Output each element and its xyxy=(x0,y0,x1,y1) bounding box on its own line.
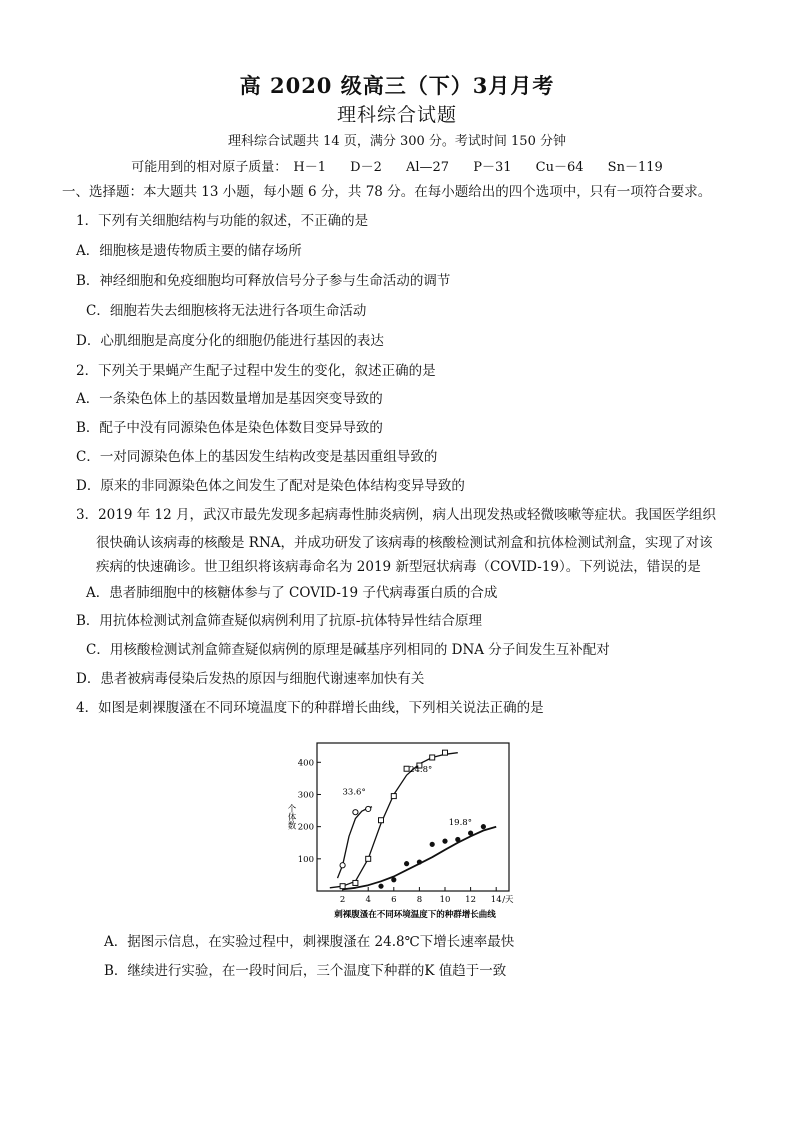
x-tick-label: 2 xyxy=(339,895,346,905)
atomic-mass-item: H－1 xyxy=(293,160,326,175)
data-point xyxy=(378,884,383,889)
data-point xyxy=(340,884,345,889)
x-tick-label: 14 xyxy=(490,895,502,905)
question-2-option-b: B．配子中没有同源染色体是染色体数目变异导致的 xyxy=(76,420,383,436)
atomic-mass-line xyxy=(0,156,794,175)
y-tick-label: 100 xyxy=(297,854,314,865)
x-tick-label: 10 xyxy=(439,895,451,905)
question-1-option-d: D．心肌细胞是高度分化的细胞仍能进行基因的表达 xyxy=(76,333,384,349)
x-tick-label: 4 xyxy=(365,895,371,905)
population-growth-chart xyxy=(285,733,545,923)
data-point xyxy=(391,877,396,882)
data-point xyxy=(366,856,371,861)
data-point xyxy=(353,810,358,815)
exam-subtitle: 理科综合试题 xyxy=(336,104,457,126)
series-label: 19.8° xyxy=(448,818,472,829)
atomic-mass-item: Sn－119 xyxy=(607,160,663,175)
x-tick-label: 8 xyxy=(416,895,423,905)
data-point xyxy=(366,806,371,811)
exam-title: 高 2020 级高三（下）3月月考 xyxy=(239,73,555,98)
x-tick-label: 6 xyxy=(391,895,397,905)
atomic-mass-item: Cu－64 xyxy=(535,160,584,175)
data-point xyxy=(353,880,358,885)
question-3-option-b: B．用抗体检测试剂盒筛查疑似病例利用了抗原-抗体特异性结合原理 xyxy=(76,613,482,629)
series-curve xyxy=(330,753,458,888)
question-4-stem: 4．如图是刺裸腹溞在不同环境温度下的种群增长曲线，下列相关说法正确的是 xyxy=(76,700,544,716)
question-1-option-b: B．神经细胞和免疫细胞均可释放信号分子参与生命活动的调节 xyxy=(76,273,451,289)
atomic-mass-label: 可能用到的相对原子质量： xyxy=(131,160,288,175)
data-point xyxy=(417,859,422,864)
chart-caption: 刺裸腹溞在不同环境温度下的种群增长曲线 xyxy=(334,910,496,920)
y-tick-label: 400 xyxy=(297,758,314,769)
section-heading: 一、选择题：本大题共 13 小题，每小题 6 分，共 78 分。在每小题给出的四个选项中，只有一项符合要求。 xyxy=(62,184,712,200)
y-axis-label: 个体数 xyxy=(286,804,296,830)
data-point xyxy=(430,842,435,847)
data-point xyxy=(481,824,486,829)
question-3-stem-line1: 3．2019 年 12 月，武汉市最先发现多起病毒性肺炎病例，病人出现发热或轻微咳嗽等症状。我国医学组织 xyxy=(76,507,716,523)
atomic-mass-item: Al—27 xyxy=(405,160,450,175)
question-3-option-d: D．患者被病毒侵染后发热的原因与细胞代谢速率加快有关 xyxy=(76,671,425,687)
question-1-option-c: C．细胞若失去细胞核将无法进行各项生命活动 xyxy=(86,303,367,319)
data-point xyxy=(391,794,396,799)
question-3-stem-line2: 很快确认该病毒的核酸是 RNA，并成功研发了该病毒的核酸检测试剂盒和抗体检测试剂盒，实现了对该 xyxy=(96,535,713,551)
y-tick-label: 200 xyxy=(297,822,314,833)
question-1-stem: 1．下列有关细胞结构与功能的叙述，不正确的是 xyxy=(76,213,369,229)
question-2-option-d: D．原来的非同源染色体之间发生了配对是染色体结构变异导致的 xyxy=(76,478,465,494)
data-point xyxy=(455,837,460,842)
x-axis-unit: /天 xyxy=(502,895,514,905)
question-3-option-a: A．患者肺细胞中的核糖体参与了 COVID-19 子代病毒蛋白质的合成 xyxy=(86,585,498,601)
y-tick-label: 300 xyxy=(297,790,314,801)
data-point xyxy=(442,839,447,844)
question-1-option-a: A．细胞核是遗传物质主要的储存场所 xyxy=(76,243,302,259)
atomic-mass-item: P－31 xyxy=(473,160,512,175)
series-label: 33.6° xyxy=(342,787,366,798)
data-point xyxy=(430,755,435,760)
x-tick-label: 12 xyxy=(465,895,477,905)
data-point xyxy=(404,861,409,866)
question-3-stem-line3: 疾病的快速确诊。世卫组织将该病毒命名为 2019 新型冠状病毒（COVID-19）。下列说法，错误的是 xyxy=(96,559,701,575)
exam-info: 理科综合试题共 14 页，满分 300 分。考试时间 150 分钟 xyxy=(228,134,566,149)
data-point xyxy=(379,818,384,823)
question-3-option-c: C．用核酸检测试剂盒筛查疑似病例的原理是碱基序列相同的 DNA 分子间发生互补配对 xyxy=(86,642,610,658)
question-2-option-c: C．一对同源染色体上的基因发生结构改变是基因重组导致的 xyxy=(76,449,438,465)
atomic-mass-item: D－2 xyxy=(350,160,382,175)
question-2-option-a: A．一条染色体上的基因数量增加是基因突变导致的 xyxy=(76,391,383,407)
data-point xyxy=(443,750,448,755)
series-label: 24.8° xyxy=(409,764,433,775)
question-4-option-b: B．继续进行实验，在一段时间后，三个温度下种群的K 值趋于一致 xyxy=(104,963,507,979)
question-2-stem: 2．下列关于果蝇产生配子过程中发生的变化，叙述正确的是 xyxy=(76,363,436,379)
data-point xyxy=(468,830,473,835)
question-4-option-a: A．据图示信息，在实验过程中，刺裸腹溞在 24.8℃下增长速率最快 xyxy=(104,934,515,950)
data-point xyxy=(340,863,345,868)
